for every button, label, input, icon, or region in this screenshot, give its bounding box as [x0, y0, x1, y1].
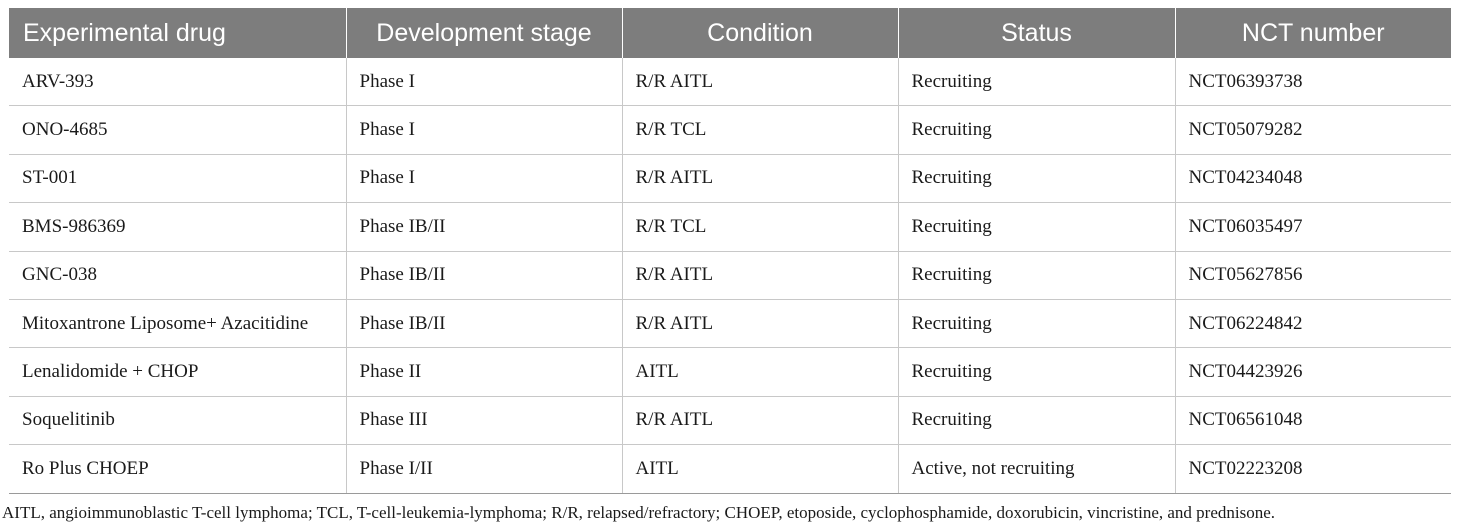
- cell-status: Recruiting: [898, 251, 1175, 299]
- cell-drug: ST-001: [9, 154, 346, 202]
- cell-status: Active, not recruiting: [898, 445, 1175, 493]
- cell-condition: R/R AITL: [622, 58, 898, 106]
- cell-stage: Phase I: [346, 154, 622, 202]
- cell-nct: NCT04234048: [1175, 154, 1451, 202]
- cell-nct: NCT06224842: [1175, 299, 1451, 347]
- cell-drug: ARV-393: [9, 58, 346, 106]
- cell-status: Recruiting: [898, 348, 1175, 396]
- cell-drug: Lenalidomide + CHOP: [9, 348, 346, 396]
- table-row: [9, 251, 1451, 299]
- table-row: [9, 299, 1451, 347]
- cell-condition: R/R AITL: [622, 154, 898, 202]
- cell-drug: Soquelitinib: [9, 396, 346, 444]
- cell-status: Recruiting: [898, 299, 1175, 347]
- cell-condition: AITL: [622, 445, 898, 493]
- header-experimental-drug: Experimental drug: [9, 8, 346, 58]
- cell-stage: Phase III: [346, 396, 622, 444]
- cell-drug: Ro Plus CHOEP: [9, 445, 346, 493]
- table-body: [9, 58, 1451, 493]
- header-row: [9, 8, 1451, 58]
- table-footnote: AITL, angioimmunoblastic T-cell lymphoma; TCL, T-cell-leukemia-lymphoma; R/R, relapsed/refractory; CHOEP, etoposide, cyclophosphamide, doxorubicin, vincristine, and prednisone.: [2, 503, 1276, 522]
- cell-nct: NCT05627856: [1175, 251, 1451, 299]
- cell-condition: R/R AITL: [622, 396, 898, 444]
- cell-stage: Phase I/II: [346, 445, 622, 493]
- cell-nct: NCT05079282: [1175, 106, 1451, 154]
- cell-stage: Phase II: [346, 348, 622, 396]
- cell-condition: R/R TCL: [622, 106, 898, 154]
- cell-status: Recruiting: [898, 396, 1175, 444]
- table-row: [9, 154, 1451, 202]
- table-row: [9, 445, 1451, 493]
- header-condition: Condition: [622, 8, 898, 58]
- table-row: [9, 106, 1451, 154]
- cell-nct: NCT06561048: [1175, 396, 1451, 444]
- cell-nct: NCT02223208: [1175, 445, 1451, 493]
- cell-status: Recruiting: [898, 203, 1175, 251]
- header-status: Status: [898, 8, 1175, 58]
- cell-stage: Phase IB/II: [346, 251, 622, 299]
- cell-condition: R/R AITL: [622, 299, 898, 347]
- cell-nct: NCT06035497: [1175, 203, 1451, 251]
- cell-status: Recruiting: [898, 58, 1175, 106]
- cell-stage: Phase I: [346, 106, 622, 154]
- cell-stage: Phase IB/II: [346, 203, 622, 251]
- cell-condition: AITL: [622, 348, 898, 396]
- table-row: [9, 203, 1451, 251]
- table-row: [9, 58, 1451, 106]
- table-row: [9, 348, 1451, 396]
- cell-status: Recruiting: [898, 106, 1175, 154]
- cell-condition: R/R TCL: [622, 203, 898, 251]
- clinical-trials-table: [9, 8, 1451, 494]
- table-header: [9, 8, 1451, 58]
- cell-drug: ONO-4685: [9, 106, 346, 154]
- cell-drug: GNC-038: [9, 251, 346, 299]
- cell-status: Recruiting: [898, 154, 1175, 202]
- cell-nct: NCT06393738: [1175, 58, 1451, 106]
- cell-condition: R/R AITL: [622, 251, 898, 299]
- cell-stage: Phase IB/II: [346, 299, 622, 347]
- cell-drug: Mitoxantrone Liposome+ Azacitidine: [9, 299, 346, 347]
- cell-drug: BMS-986369: [9, 203, 346, 251]
- cell-nct: NCT04423926: [1175, 348, 1451, 396]
- header-development-stage: Development stage: [346, 8, 622, 58]
- cell-stage: Phase I: [346, 58, 622, 106]
- table-row: [9, 396, 1451, 444]
- header-nct-number: NCT number: [1175, 8, 1451, 58]
- trials-table-container: [9, 8, 1451, 494]
